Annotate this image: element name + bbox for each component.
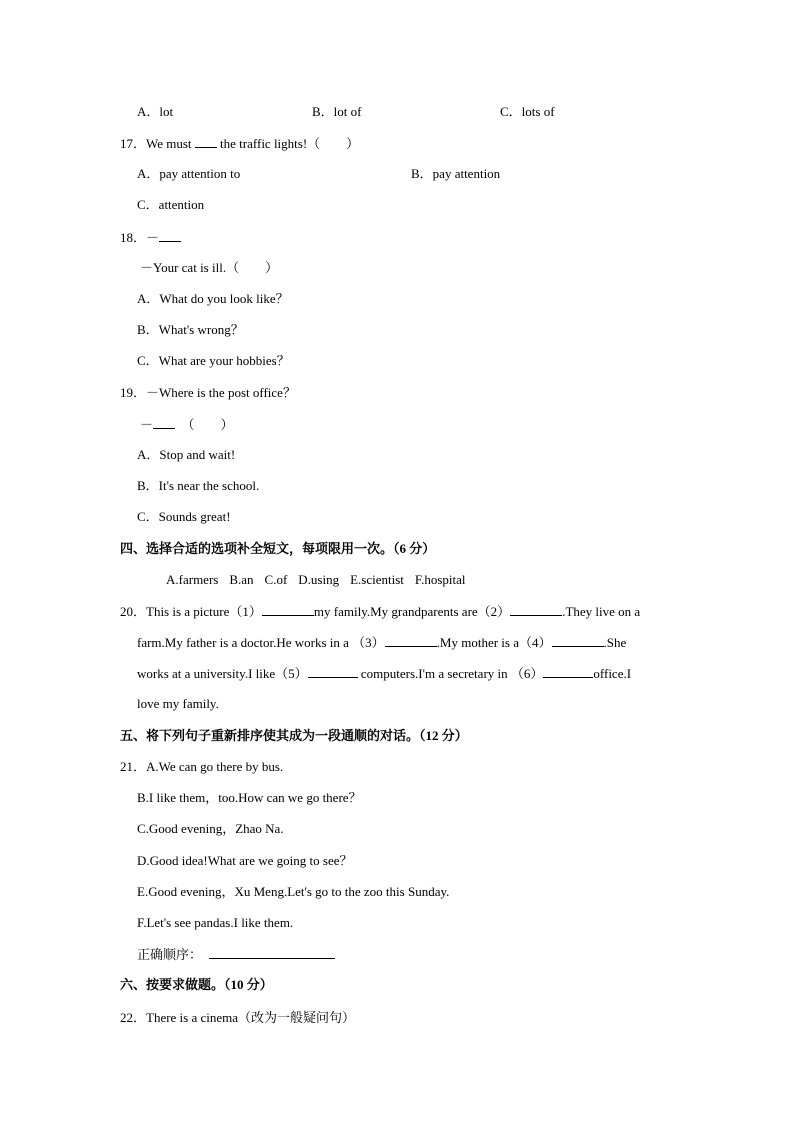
q19-line2-dash: － bbox=[140, 417, 154, 432]
q17-option-b[interactable]: B．pay attention bbox=[411, 166, 501, 181]
q19-option-c[interactable]: C．Sounds great! bbox=[137, 509, 231, 524]
q20-line2-part3: .She bbox=[603, 635, 627, 650]
q16-option-c[interactable]: C．lots of bbox=[500, 104, 555, 119]
word-bank-b: B.an bbox=[229, 572, 254, 587]
word-bank-f: F.hospital bbox=[414, 572, 466, 587]
q20-line1-part2: my family.My grandparents are（2） bbox=[313, 604, 511, 619]
q20-blank-5[interactable] bbox=[308, 664, 358, 678]
q18-option-b[interactable]: B．What's wrong？ bbox=[137, 322, 244, 337]
q20-line2-part2: .My mother is a（4） bbox=[436, 635, 552, 650]
q20-line2-part1: farm.My father is a doctor.He works in a （3） bbox=[137, 635, 385, 650]
q18-line2: －Your cat is ill.（ ） bbox=[140, 260, 279, 275]
q17-option-a[interactable]: A．pay attention to bbox=[137, 166, 241, 181]
q21-sentence-a: 21．A.We can go there by bus. bbox=[120, 759, 284, 774]
q17-blank bbox=[195, 134, 217, 148]
q21-sentence-d: D.Good idea!What are we going to see？ bbox=[137, 853, 353, 868]
q20-line2 bbox=[137, 633, 626, 652]
q20-blank-1[interactable] bbox=[262, 602, 314, 616]
q19-line2-paren: （ ） bbox=[181, 417, 234, 432]
q20-line3-part1: works at a university.I like（5） bbox=[137, 666, 308, 681]
q21-sentence-e: E.Good evening，Xu Meng.Let's go to the zoo this Sunday. bbox=[137, 884, 450, 899]
section4-word-bank bbox=[166, 571, 477, 589]
section4-heading: 四、选择合适的选项补全短文，每项限用一次。（6 分） bbox=[120, 541, 436, 556]
q20-line1-part1: 20．This is a picture（1） bbox=[120, 604, 262, 619]
q20-blank-3[interactable] bbox=[385, 633, 437, 647]
q22-text: 22．There is a cinema（改为一般疑问句） bbox=[120, 1010, 356, 1025]
word-bank-c: C.of bbox=[264, 572, 288, 587]
q21-answer-label: 正确顺序： bbox=[137, 947, 203, 962]
q19-option-a[interactable]: A．Stop and wait! bbox=[137, 447, 236, 462]
q20-blank-4[interactable] bbox=[552, 633, 604, 647]
q19-option-b[interactable]: B．It's near the school. bbox=[137, 478, 260, 493]
word-bank-e: E.scientist bbox=[350, 572, 404, 587]
q20-line1 bbox=[120, 602, 640, 621]
q17-stem-part2: the traffic lights!（ ） bbox=[216, 136, 360, 151]
q17-stem-part1: 17．We must bbox=[120, 136, 195, 151]
q20-line1-part3: .They live on a bbox=[562, 604, 641, 619]
q18-option-c[interactable]: C．What are your hobbies？ bbox=[137, 353, 290, 368]
q21-sentence-b: B.I like them，too.How can we go there？ bbox=[137, 790, 362, 805]
section5-heading: 五、将下列句子重新排序使其成为一段通顺的对话。（12 分） bbox=[120, 728, 468, 743]
q18-stem-text: 18．－ bbox=[120, 230, 160, 245]
q20-line3 bbox=[137, 664, 631, 683]
q20-line3-part2: computers.I'm a secretary in （6） bbox=[357, 666, 544, 681]
q17-stem bbox=[120, 134, 359, 153]
q16-option-b[interactable]: B．lot of bbox=[312, 104, 362, 119]
q17-option-c[interactable]: C．attention bbox=[137, 197, 205, 212]
q20-line3-part3: office.I bbox=[593, 666, 632, 681]
section6-heading: 六、按要求做题。（10 分） bbox=[120, 977, 273, 992]
q19-line2 bbox=[140, 415, 234, 434]
q21-answer-blank[interactable] bbox=[209, 945, 335, 959]
q21-answer bbox=[137, 945, 335, 964]
q18-option-a[interactable]: A．What do you look like？ bbox=[137, 291, 289, 306]
q21-sentence-c: C.Good evening，Zhao Na. bbox=[137, 821, 284, 836]
q20-blank-6[interactable] bbox=[543, 664, 593, 678]
q21-sentence-f: F.Let's see pandas.I like them. bbox=[137, 915, 294, 930]
q20-line4: love my family. bbox=[137, 696, 219, 711]
q18-stem bbox=[120, 228, 181, 247]
word-bank-a: A.farmers bbox=[166, 572, 219, 587]
q18-blank bbox=[159, 228, 181, 242]
q20-blank-2[interactable] bbox=[510, 602, 562, 616]
q19-blank bbox=[153, 415, 175, 429]
word-bank-d: D.using bbox=[298, 572, 340, 587]
q16-option-a[interactable]: A．lot bbox=[137, 104, 174, 119]
q19-stem: 19．－Where is the post office？ bbox=[120, 385, 296, 400]
